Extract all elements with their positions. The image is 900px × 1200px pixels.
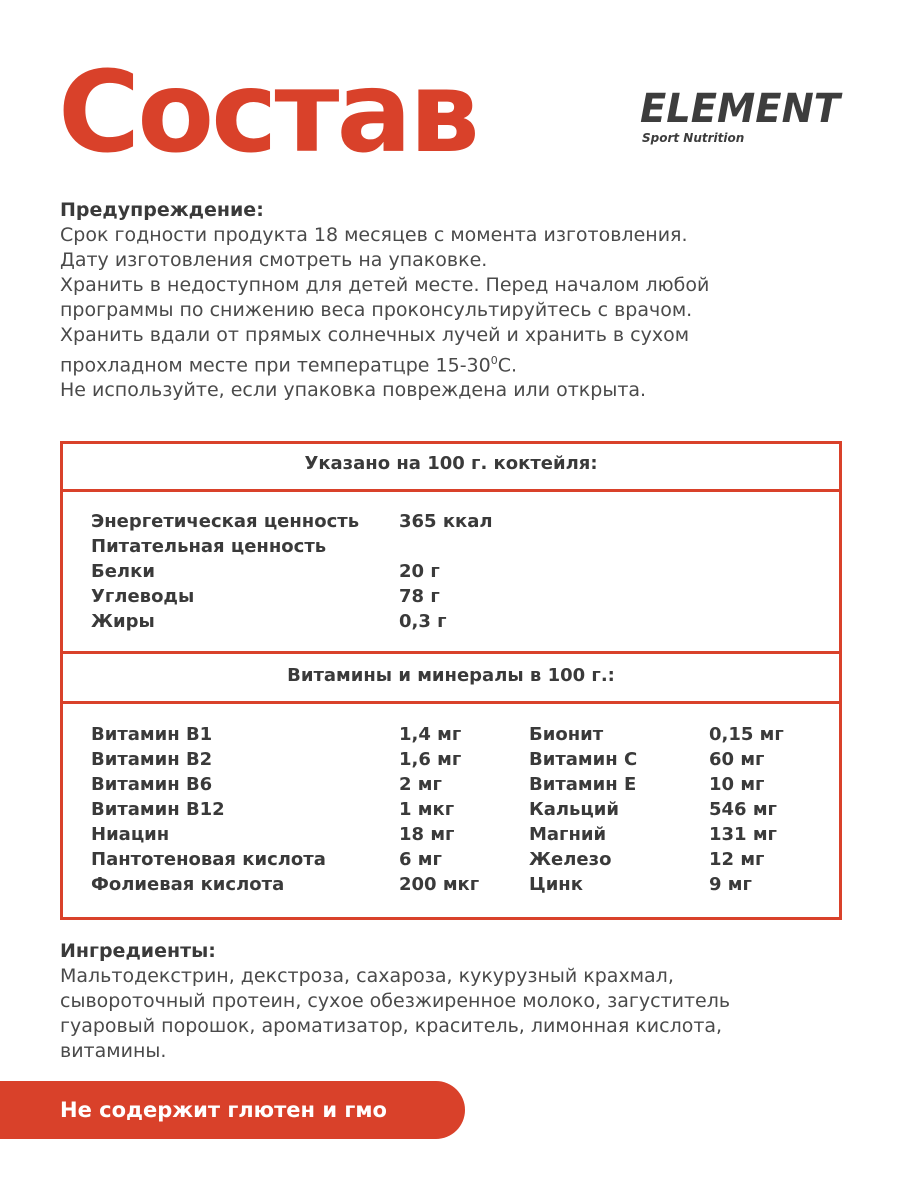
nutrition-table-header: Указано на 100 г. коктейля:	[304, 453, 598, 474]
vitamin-value: 1,6 мг	[399, 749, 462, 770]
nutrition-table	[60, 441, 842, 920]
vitamin-value: 2 мг	[399, 774, 442, 795]
brand-logo-wordmark: ELEMENT	[640, 88, 843, 132]
vitamin-value: 6 мг	[399, 849, 442, 870]
vitamin-value: 200 мкг	[399, 874, 480, 895]
page-title: Состав	[58, 48, 477, 178]
warning-line: Дату изготовления смотреть на упаковке.	[60, 249, 488, 271]
mineral-value: 131 мг	[709, 824, 777, 845]
vitamin-row	[91, 722, 839, 747]
vitamin-name: Фолиевая кислота	[91, 874, 285, 895]
vitamin-name: Ниацин	[91, 824, 170, 845]
nutrition-name: Белки	[91, 561, 155, 582]
vitamin-value: 1,4 мг	[399, 724, 462, 745]
ingredients-line: Мальтодекстрин, декстроза, сахароза, кукурузный крахмал,	[60, 965, 674, 987]
vitamin-name: Витамин В2	[91, 749, 213, 770]
nutrition-row	[91, 509, 839, 534]
brand-logo-graphic	[640, 88, 844, 148]
vitamin-row	[91, 747, 839, 772]
nutrition-row	[91, 584, 839, 609]
mineral-name: Бионит	[529, 724, 604, 745]
ingredients-section	[60, 939, 860, 1064]
vitamins-table-header: Витамины и минералы в 100 г.:	[287, 665, 615, 686]
nutrition-name: Углеводы	[91, 586, 195, 607]
nutrition-name: Энергетическая ценность	[91, 511, 360, 532]
mineral-name: Витамин Е	[529, 774, 637, 795]
nutrition-value: 78 г	[399, 586, 440, 607]
table-divider	[63, 489, 839, 492]
ingredients-line: сывороточный протеин, сухое обезжиренное молоко, загуститель	[60, 990, 731, 1012]
temp-text: прохладном месте при температцре 15-30	[60, 354, 491, 377]
nutrition-name: Жиры	[91, 611, 155, 632]
vitamin-value: 1 мкг	[399, 799, 455, 820]
mineral-name: Кальций	[529, 799, 619, 820]
nutrition-row	[91, 534, 839, 559]
ingredients-line: витамины.	[60, 1040, 167, 1062]
nutrition-value: 0,3 г	[399, 611, 447, 632]
nutrition-row	[91, 609, 839, 634]
table-divider	[63, 701, 839, 704]
warning-heading: Предупреждение:	[60, 199, 264, 221]
mineral-name: Витамин С	[529, 749, 638, 770]
warning-line: Срок годности продукта 18 месяцев с момента изготовления.	[60, 224, 688, 246]
mineral-value: 9 мг	[709, 874, 752, 895]
nutrition-value: 20 г	[399, 561, 440, 582]
nutrition-row	[91, 559, 839, 584]
mineral-name: Цинк	[529, 874, 583, 895]
ingredients-heading: Ингредиенты:	[60, 940, 216, 962]
warning-section	[60, 198, 860, 403]
warning-line: Не используйте, если упаковка повреждена или открыта.	[60, 379, 647, 402]
vitamin-row	[91, 797, 839, 822]
vitamin-name: Пантотеновая кислота	[91, 849, 326, 870]
vitamin-row	[91, 772, 839, 797]
mineral-value: 10 мг	[709, 774, 765, 795]
vitamin-name: Витамин В6	[91, 774, 213, 795]
mineral-name: Магний	[529, 824, 607, 845]
nutrition-name: Питательная ценность	[91, 536, 327, 557]
vitamin-value: 18 мг	[399, 824, 455, 845]
warning-line: программы по снижению веса проконсультируйтесь с врачом.	[60, 299, 693, 321]
gluten-free-banner	[0, 1081, 465, 1139]
ingredients-line: гуаровый порошок, ароматизатор, краситель, лимонная кислота,	[60, 1015, 723, 1037]
vitamin-name: Витамин В1	[91, 724, 213, 745]
banner-text: Не содержит глютен и гмо	[60, 1098, 387, 1122]
mineral-value: 60 мг	[709, 749, 765, 770]
mineral-name: Железо	[529, 849, 612, 870]
mineral-value: 0,15 мг	[709, 724, 784, 745]
warning-line: Хранить вдали от прямых солнечных лучей и хранить в сухом	[60, 324, 690, 346]
table-divider	[63, 651, 839, 654]
vitamin-name: Витамин В12	[91, 799, 225, 820]
mineral-value: 546 мг	[709, 799, 777, 820]
temp-unit: С.	[497, 354, 518, 377]
brand-logo	[640, 88, 844, 148]
vitamin-row	[91, 872, 839, 897]
warning-temperature-line	[60, 348, 860, 378]
temp-superscript: 0	[490, 354, 498, 367]
brand-logo-tagline: Sport Nutrition	[642, 131, 745, 145]
nutrition-value: 365 ккал	[399, 511, 493, 532]
vitamin-row	[91, 847, 839, 872]
vitamin-row	[91, 822, 839, 847]
mineral-value: 12 мг	[709, 849, 765, 870]
warning-line: Хранить в недоступном для детей месте. Перед началом любой	[60, 274, 710, 296]
